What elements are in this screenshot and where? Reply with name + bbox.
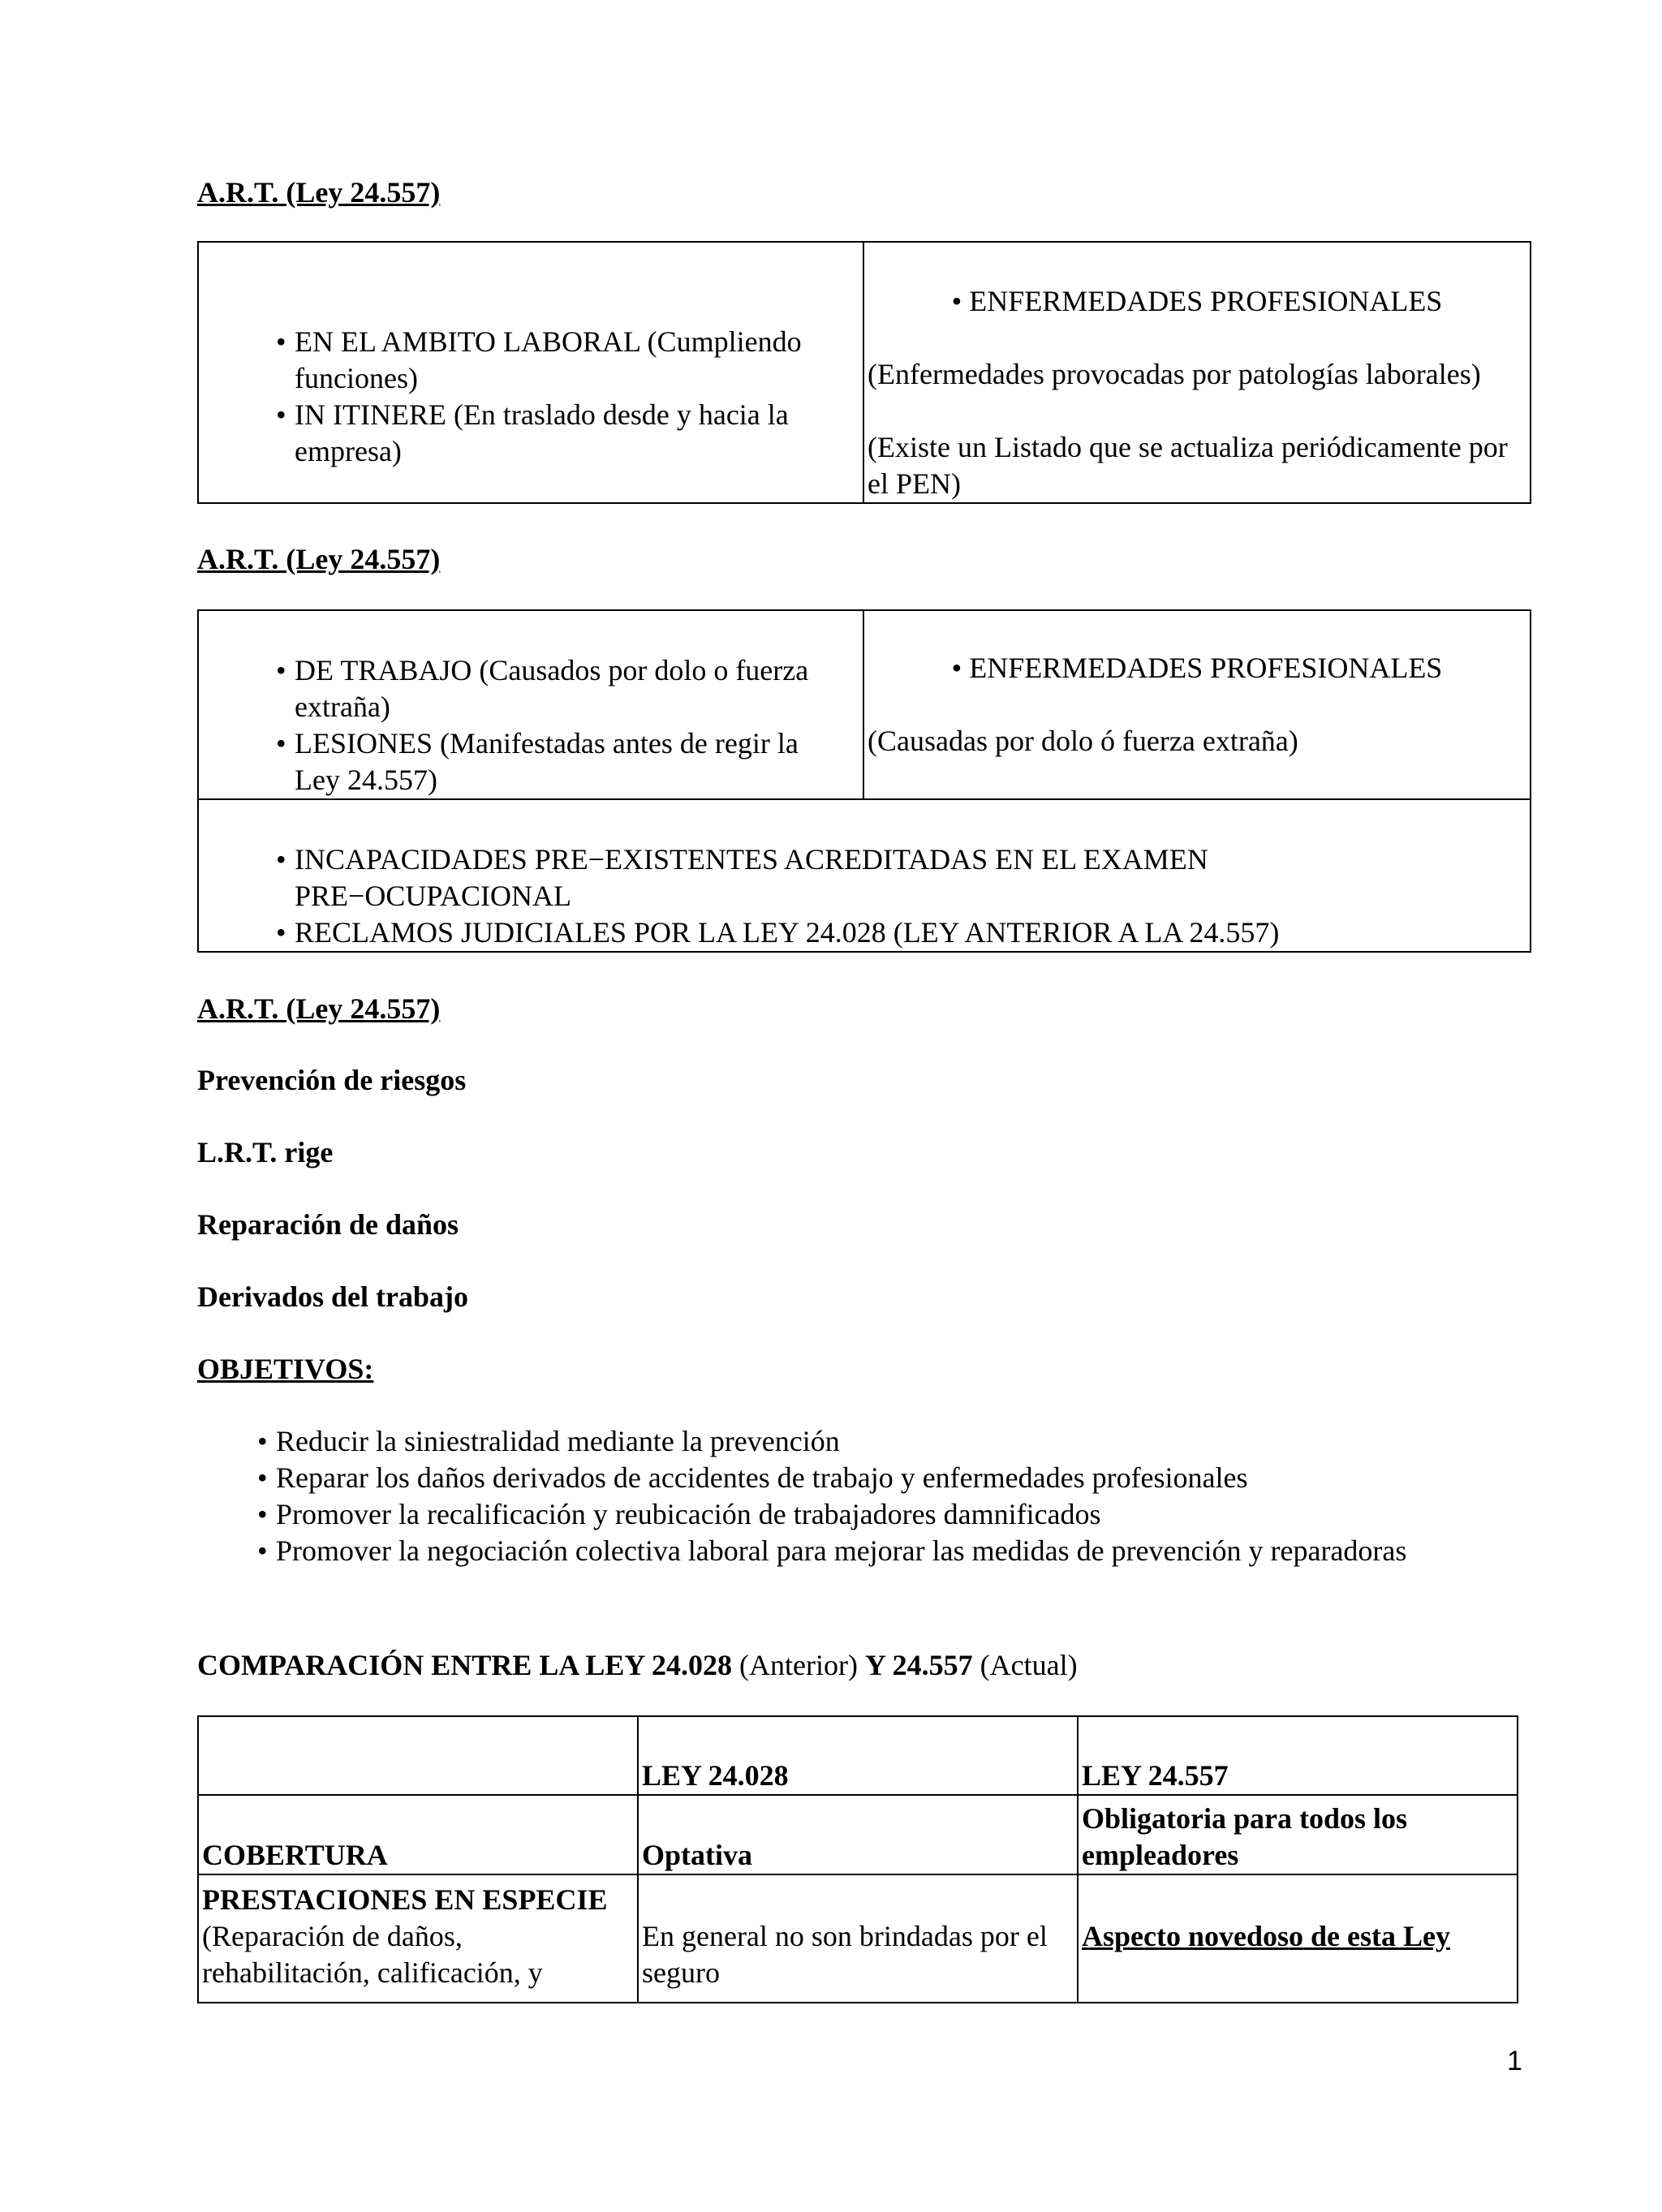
list-item: • Reducir la siniestralidad mediante la prevención <box>256 1423 1554 1460</box>
prestaciones-label-sub: (Reparación de daños, rehabilitación, calificación, y <box>202 1920 543 1989</box>
section2-bottom-list <box>274 841 1367 951</box>
line-reparacion: Reparación de daños <box>197 1208 459 1241</box>
section1-right-para1: (Enfermedades provocadas por patologías laborales) <box>868 358 1481 390</box>
list-item: • Promover la recalificación y reubicación de trabajadores damnificados <box>256 1496 1554 1533</box>
prestaciones-ley-24557: Aspecto novedoso de esta Ley <box>1078 1874 1518 2003</box>
section2-left-cell <box>198 610 863 799</box>
list-item: • Reparar los daños derivados de accidentes de trabajo y enfermedades profesionales <box>256 1460 1554 1496</box>
list-item: • EN EL AMBITO LABORAL (Cumpliendo funciones) <box>274 324 838 397</box>
row-label-cobertura: COBERTURA <box>198 1795 638 1874</box>
section2-left-list <box>274 652 838 798</box>
section1-left-list <box>274 324 838 470</box>
header-cell-ley-24028: LEY 24.028 <box>638 1716 1078 1795</box>
list-item: • RECLAMOS JUDICIALES POR LA LEY 24.028 (LEY ANTERIOR A LA 24.557) <box>274 914 1367 951</box>
objetivos-list <box>256 1423 1554 1569</box>
header-cell-empty <box>198 1716 638 1795</box>
section1-left-cell <box>198 242 863 503</box>
section1-right-para2: (Existe un Listado que se actualiza periódicamente por el PEN) <box>868 431 1508 500</box>
section3-title: A.R.T. (Ley 24.557) <box>197 992 441 1025</box>
section1-right-cell <box>863 242 1531 503</box>
line-derivados: Derivados del trabajo <box>197 1280 468 1313</box>
prestaciones-ley-24028: En general no son brindadas por el seguro <box>638 1874 1078 2003</box>
header-cell-ley-24557: LEY 24.557 <box>1078 1716 1518 1795</box>
list-item: • IN ITINERE (En traslado desde y hacia la empresa) <box>274 397 838 470</box>
section2-right-cell <box>863 610 1531 799</box>
list-item: • Promover la negociación colectiva laboral para mejorar las medidas de prevención y reparadoras <box>256 1533 1554 1569</box>
objetivos-title: OBJETIVOS: <box>197 1353 374 1385</box>
list-item: • INCAPACIDADES PRE−EXISTENTES ACREDITADAS EN EL EXAMEN PRE−OCUPACIONAL <box>274 841 1367 914</box>
comparacion-heading: COMPARACIÓN ENTRE LA LEY 24.028 (Anterior) Y 24.557 (Actual) <box>197 1649 1078 1681</box>
section2-table <box>197 609 1531 953</box>
line-prevencion: Prevención de riesgos <box>197 1064 467 1096</box>
cobertura-ley-24028: Optativa <box>638 1795 1078 1874</box>
table-continuation-mask <box>187 2004 1534 2012</box>
comparacion-table <box>197 1715 1518 2003</box>
section2-right-para: (Causadas por dolo ó fuerza extraña) <box>868 725 1298 757</box>
prestaciones-label: PRESTACIONES EN ESPECIE <box>202 1883 608 1916</box>
row-label-prestaciones <box>198 1874 638 2003</box>
section2-right-bullet: • ENFERMEDADES PROFESIONALES <box>951 652 1443 684</box>
section2-bottom-cell <box>198 799 1531 952</box>
list-item: • DE TRABAJO (Causados por dolo o fuerza extraña) <box>274 652 838 725</box>
list-item: • LESIONES (Manifestadas antes de regir la Ley 24.557) <box>274 725 838 798</box>
section1-right-bullet: • ENFERMEDADES PROFESIONALES <box>951 285 1443 317</box>
section2-title: A.R.T. (Ley 24.557) <box>197 543 441 575</box>
section1-title: A.R.T. (Ley 24.557) <box>197 176 441 209</box>
line-lrt-rige: L.R.T. rige <box>197 1136 334 1168</box>
page-number: 1 <box>1507 2046 1522 2076</box>
cobertura-ley-24557: Obligatoria para todos los empleadores <box>1078 1795 1518 1874</box>
section1-table <box>197 241 1531 504</box>
